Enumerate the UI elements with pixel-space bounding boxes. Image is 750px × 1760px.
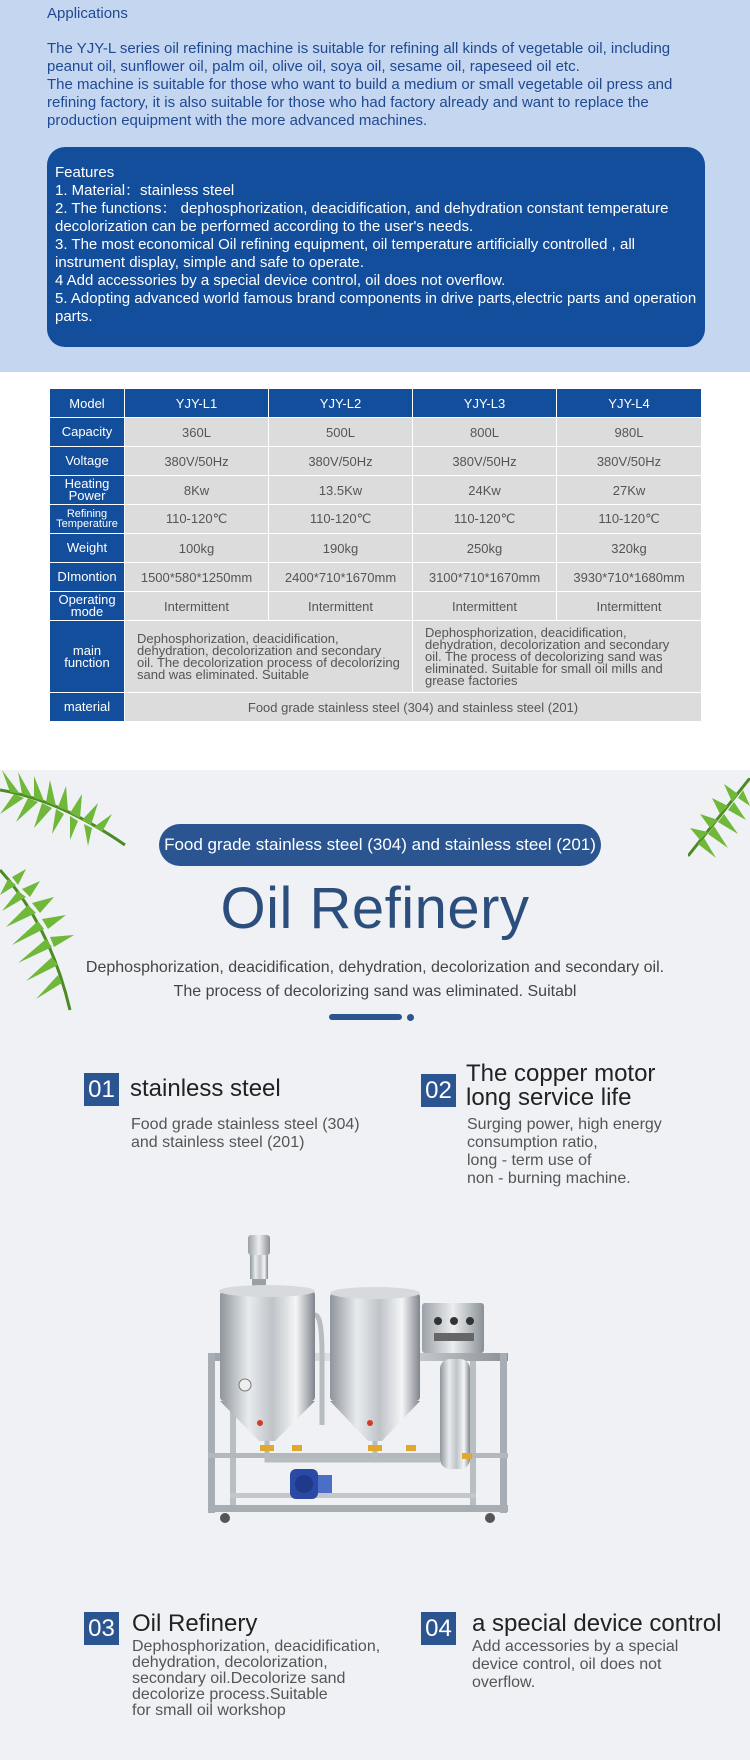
page-title: Oil Refinery [220,876,530,941]
subtitle [0,956,750,1004]
feature-number: 01 [84,1073,119,1106]
row-label: Operating mode [50,592,125,621]
features-item: 4 Add accessories by a special device control, oil does not overflow. [55,272,506,289]
table-header-cell: YJY-L2 [269,389,413,418]
table-header-cell: YJY-L3 [413,389,557,418]
table-row [50,621,702,693]
feature-description-line: Dephosphorization, deacidification, [132,1638,381,1655]
feature-description-line: long - term use of [467,1152,592,1169]
table-cell: 500L [269,418,413,447]
row-label: DImontion [50,563,125,592]
feature-title: a special device control [472,1610,722,1637]
table-cell: Intermittent [557,592,702,621]
divider [329,1014,402,1020]
palm-leaf-icon [688,778,750,860]
spec-table [49,388,702,722]
table-cell: 380V/50Hz [125,447,269,476]
row-label: Weight [50,534,125,563]
table-cell: 24Kw [413,476,557,505]
table-cell: 980L [557,418,702,447]
features-item: 2. The functions： dephosphorization, deacidification, and dehydration constant temperature decolorization can be performed according to the user's needs. [55,200,669,235]
row-label: Capacity [50,418,125,447]
table-row [50,447,702,476]
table-cell: Intermittent [413,592,557,621]
oil-refinery-machine-image [200,1235,520,1540]
feature-description [472,1638,678,1692]
table-row [50,563,702,592]
feature-description-line: Food grade stainless steel (304) [131,1116,360,1133]
feature-description-line: overflow. [472,1674,536,1691]
table-header-cell: YJY-L1 [125,389,269,418]
row-label: Heating Power [50,476,125,505]
spec-section [0,372,750,770]
table-cell: 27Kw [557,476,702,505]
table-cell: 800L [413,418,557,447]
table-cell: 360L [125,418,269,447]
table-cell: 13.5Kw [269,476,413,505]
table-cell: 110-120℃ [125,505,269,534]
feature-description-line: Add accessories by a special [472,1638,679,1655]
feature-title: stainless steel [130,1075,281,1102]
feature-description-line: consumption ratio, [467,1134,598,1151]
feature-number: 02 [421,1074,456,1107]
features-item: 1. Material：stainless steel [55,182,235,199]
applications-text [47,40,707,130]
table-cell: Dephosphorization, deacidification, dehydration, decolorization and secondary oil. The process of decolorizing sand was eliminated. Suitable for small oil mills and grease factories [413,621,702,693]
table-cell: 190kg [269,534,413,563]
feature-title-line: The copper motor [466,1060,656,1087]
table-cell: 3930*710*1680mm [557,563,702,592]
table-cell: 2400*710*1670mm [269,563,413,592]
table-cell: Dephosphorization, deacidification, dehydration, decolorization and secondary oil. The decolorization process of decolorizing sand was eliminated. Suitable [125,621,413,693]
table-cell: 380V/50Hz [413,447,557,476]
table-row [50,476,702,505]
feature-description-line: and stainless steel (201) [131,1134,305,1151]
palm-leaf-icon [0,770,130,860]
feature-description [131,1116,360,1152]
table-cell: 380V/50Hz [269,447,413,476]
applications-heading: Applications [47,5,128,22]
features-box [47,147,705,347]
features-item: 5. Adopting advanced world famous brand components in drive parts,electric parts and operation parts. [55,290,697,325]
table-cell: 1500*580*1250mm [125,563,269,592]
feature-description-line: for small oil workshop [132,1702,286,1719]
table-cell: 110-120℃ [413,505,557,534]
subtitle-line: The process of decolorizing sand was eliminated. Suitabl [173,983,577,1000]
feature-title [466,1062,655,1110]
applications-paragraph: The YJY-L series oil refining machine is suitable for refining all kinds of vegetable oil, including peanut oil, sunflower oil, palm oil, olive oil, soya oil, sesame oil, rapeseed oil etc. [47,40,671,75]
table-header-cell: YJY-L4 [557,389,702,418]
table-cell: 8Kw [125,476,269,505]
table-header-cell: Model [50,389,125,418]
applications-section [0,0,750,372]
table-row [50,505,702,534]
features-item: 3. The most economical Oil refining equipment, oil temperature artificially controlled , all instrument display, simple and safe to operate. [55,236,635,271]
features-heading: Features [55,164,115,181]
feature-description [467,1116,662,1188]
table-row [50,534,702,563]
row-label: Refining Temperature [50,505,125,534]
table-cell: 110-120℃ [269,505,413,534]
row-label: Voltage [50,447,125,476]
table-cell: Intermittent [125,592,269,621]
feature-description-line: Surging power, high energy [467,1116,662,1133]
feature-title: Oil Refinery [132,1610,258,1637]
table-cell: 250kg [413,534,557,563]
table-row [50,693,702,722]
refinery-section [0,770,750,1760]
table-cell: 320kg [557,534,702,563]
row-label: main function [50,621,125,693]
applications-paragraph: The machine is suitable for those who want to build a medium or small vegetable oil press and refining factory, it is also suitable for those who had factory already and want to replace the production equipment with the more advanced machines. [47,76,673,129]
table-cell: Intermittent [269,592,413,621]
subtitle-line: Dephosphorization, deacidification, dehydration, decolorization and secondary oil. [85,959,665,976]
feature-description [132,1639,380,1719]
table-header-row [50,389,702,418]
table-cell: 380V/50Hz [557,447,702,476]
feature-number: 04 [421,1612,456,1645]
divider-dot [407,1014,414,1021]
table-cell: 100kg [125,534,269,563]
feature-description-line: device control, oil does not [472,1656,662,1673]
feature-description-line: secondary oil.Decolorize sand [132,1670,346,1687]
table-cell: 3100*710*1670mm [413,563,557,592]
feature-description-line: decolorize process.Suitable [132,1686,328,1703]
feature-description-line: dehydration, decolorization, [132,1654,328,1671]
material-pill: Food grade stainless steel (304) and stainless steel (201) [159,824,601,866]
row-label: material [50,693,125,722]
feature-description-line: non - burning machine. [467,1170,631,1187]
table-cell: Food grade stainless steel (304) and stainless steel (201) [125,693,702,722]
table-row [50,592,702,621]
feature-number: 03 [84,1612,119,1645]
feature-title-line: long service life [466,1084,632,1111]
table-row [50,418,702,447]
table-cell: 110-120℃ [557,505,702,534]
